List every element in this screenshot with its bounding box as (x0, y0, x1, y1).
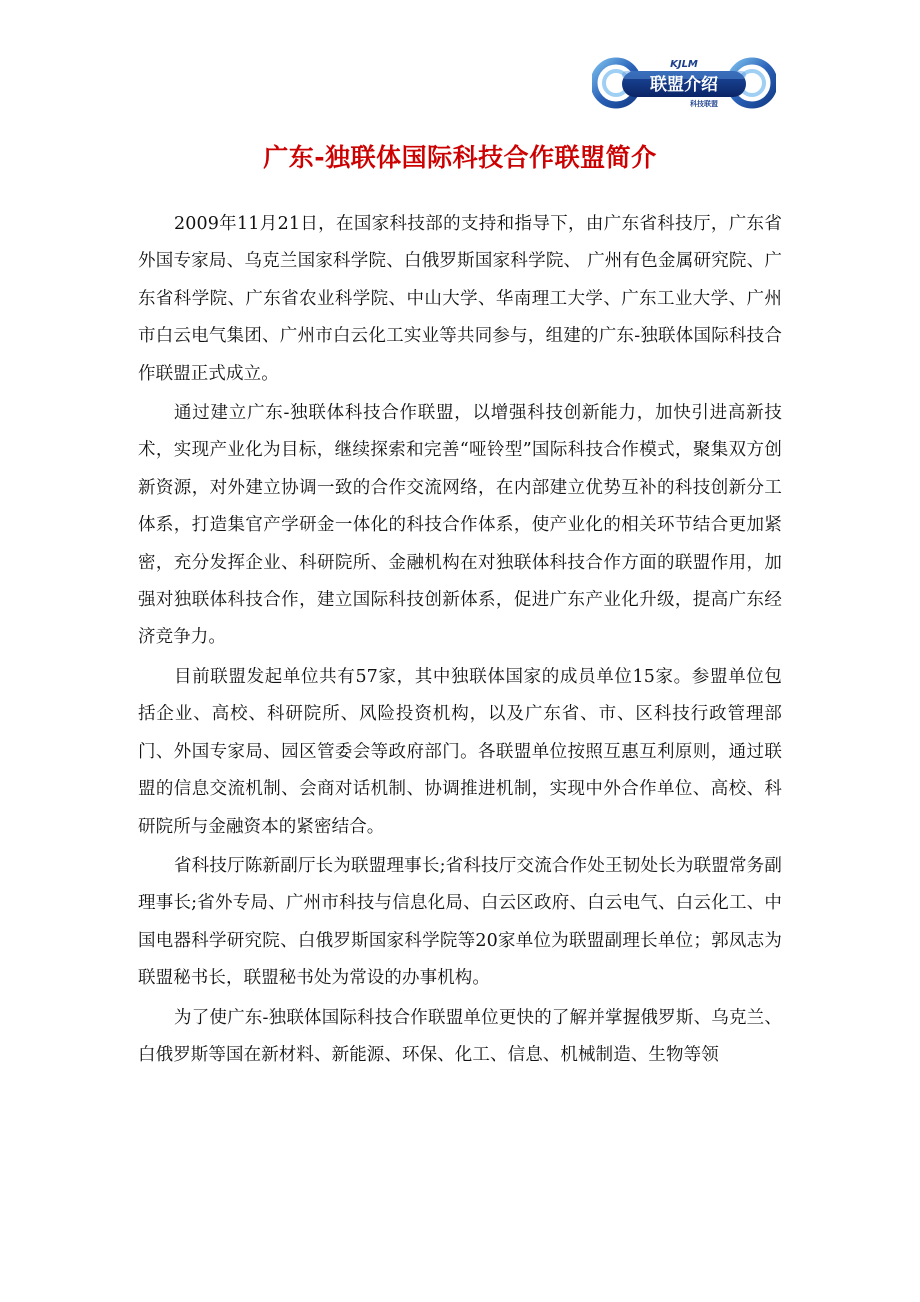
document-title: 广东-独联体国际科技合作联盟简介 (263, 143, 657, 172)
logo-sub-text: 科技联盟 (690, 100, 718, 108)
paragraph-members: 目前联盟发起单位共有57家，其中独联体国家的成员单位15家。参盟单位包括企业、高校、科研院所、风险投资机构，以及广东省、市、区科技行政管理部门、外国专家局、园区管委会等政府部门。各联盟单位按照互惠互利原则，通过联盟的信息交流机制、会商对话机制、协调推进机制，实现中外合作单位、高校、科研院所与金融资本的紧密结合。 (138, 666, 782, 837)
logo-main-text: 联盟介绍 (650, 75, 718, 95)
paragraph-leadership: 省科技厅陈新副厅长为联盟理事长;省科技厅交流合作处王韧处长为联盟常务副理事长;省外专局、广州市科技与信息化局、白云区政府、白云电气、白云化工、中国电器科学研究院、白俄罗斯国家科学院等20家单位为联盟副理长单位；郭凤志为联盟秘书长，联盟秘书处为常设的办事机构。 (138, 855, 782, 989)
alliance-logo (592, 57, 776, 109)
paragraph-founding: 2009年11月21日，在国家科技部的支持和指导下，由广东省科技厅，广东省外国专家局、乌克兰国家科学院、白俄罗斯国家科学院、 广州有色金属研究院、广东省科学院、广东省农业科学院、中山大学、华南理工大学、广东工业大学、广州市白云电气集团、广州市白云化工实业等共同参与，组建的广东-独联体国际科技合作联盟正式成立。 (138, 214, 782, 384)
document-body (138, 206, 782, 1074)
paragraph-goals: 通过建立广东-独联体科技合作联盟，以增强科技创新能力，加快引进高新技术，实现产业化为目标，继续探索和完善“哑铃型”国际科技合作模式，聚集双方创新资源，对外建立协调一致的合作交流网络，在内部建立优势互补的科技创新分工体系，打造集官产学研金一体化的科技合作体系，使产业化的相关环节结合更加紧密，充分发挥企业、科研院所、金融机构在对独联体科技合作方面的联盟作用，加强对独联体科技合作，建立国际科技创新体系，促进广东产业化升级，提高广东经济竞争力。 (138, 403, 782, 648)
logo-graphic (592, 57, 776, 109)
logo-top-text: KJLM (670, 59, 698, 70)
paragraph-purpose: 为了使广东-独联体国际科技合作联盟单位更快的了解并掌握俄罗斯、乌克兰、白俄罗斯等国在新材料、新能源、环保、化工、信息、机械制造、生物等领 (138, 1007, 782, 1065)
